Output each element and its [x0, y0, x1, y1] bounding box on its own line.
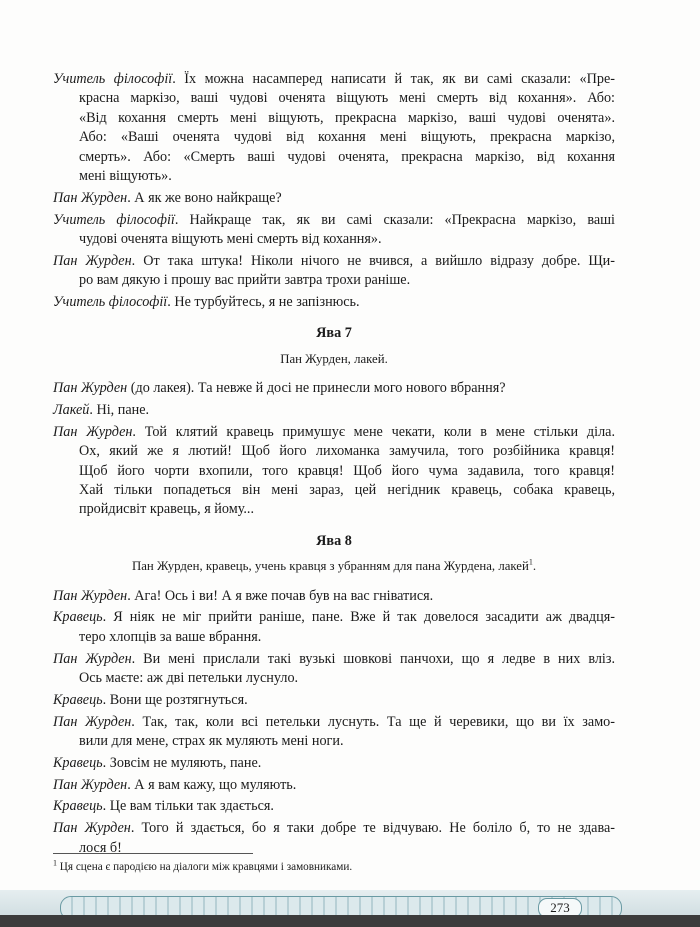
- speaker-name: Учитель філософії: [53, 211, 175, 228]
- scene-7-heading: Ява 7: [316, 325, 352, 342]
- scan-bottom-edge: [0, 915, 700, 927]
- dialogue-paragraph: [53, 608, 615, 647]
- dialogue-paragraph: [53, 713, 615, 752]
- line-text: . Я ніяк не міг прийти раніше, пане. Вже й так довелося засадити аж двадця-: [102, 609, 615, 626]
- dialogue-paragraph: [53, 379, 615, 398]
- text-line: [53, 148, 615, 167]
- line-text: вили для мене, страх як муляють мені ноги.: [79, 733, 344, 750]
- line-text: . Найкраще так, як ви самі сказали: «Прекрасна маркізо, ваші: [174, 211, 615, 228]
- speaker-name: Учитель філософії: [53, 294, 168, 311]
- line-text: красна маркізо, ваші чудові оченята віщують мені смерть від кохання». Або:: [79, 90, 615, 107]
- text-line: [53, 442, 615, 461]
- speaker-name: Пан Журден: [53, 252, 132, 269]
- line-text: . Так, так, коли всі петельки луснуть. Та ще й черевики, що ви їх замо-: [131, 713, 615, 730]
- speaker-name: Пан Журден: [53, 587, 128, 604]
- line-text: Щоб його чорти вхопили, того кравця! Щоб його чума задавила, того кравця!: [79, 462, 615, 479]
- line-text: Або: «Ваші оченята чудові від кохання мені віщують, прекрасна маркізо,: [79, 129, 615, 146]
- line-text: . Ви мені прислали такі вузькі шовкові панчохи, що я ледве в них вліз.: [131, 650, 616, 667]
- text-line: [53, 732, 615, 751]
- text-line: [53, 271, 615, 290]
- footnote: [53, 860, 352, 875]
- footnote-divider: [53, 853, 253, 854]
- line-text: . Ні, пане.: [89, 402, 150, 419]
- speaker-name: Пан Журден: [53, 820, 131, 837]
- speaker-name: Кравець: [53, 691, 103, 708]
- dialogue-paragraph: [53, 587, 615, 606]
- line-text: . Той клятий кравець примушує мене чекати, коли в мене стільки діла.: [132, 423, 615, 440]
- text-line: [53, 70, 615, 89]
- dialogue-paragraph: [53, 776, 615, 795]
- dialogue-paragraph: [53, 423, 615, 520]
- text-line: [53, 669, 615, 688]
- line-text: теро хлопців за ваше вбрання.: [79, 628, 262, 645]
- text-line: [53, 252, 615, 271]
- line-text: (до лакея). Та невже й досі не принесли мого нового вбрання?: [127, 380, 506, 397]
- line-text: . А як же воно найкраще?: [127, 189, 282, 206]
- line-text: . А я вам кажу, що муляють.: [127, 776, 297, 793]
- text-line: [53, 481, 615, 500]
- dialogue-paragraph: [53, 754, 615, 773]
- line-text: . Зовсім не муляють, пане.: [102, 754, 262, 771]
- text-line: [53, 128, 615, 147]
- dialogue-paragraph: [53, 797, 615, 816]
- footnote-ref: 1: [528, 558, 533, 568]
- scene-7-stage-direction: Пан Журден, лакей.: [280, 351, 388, 366]
- dialogue-paragraph: [53, 252, 615, 291]
- line-text: . Це вам тільки так здається.: [102, 798, 274, 815]
- line-text: . Того й здається, бо я таки добре те відчуваю. Не боліло б, то не здава-: [130, 820, 615, 837]
- line-text: лося б!: [79, 839, 122, 856]
- text-line: [53, 462, 615, 481]
- line-text: . Вони ще розтягнуться.: [102, 691, 248, 708]
- text-line: [53, 293, 615, 312]
- speaker-name: Пан Журден: [53, 380, 128, 397]
- text-line: [53, 608, 615, 627]
- line-text: смерть». Або: «Смерть ваші чудові оченята, прекрасна маркізо, від кохання: [79, 148, 615, 165]
- dialogue-paragraph: [53, 650, 615, 689]
- speaker-name: Лакей: [53, 402, 90, 419]
- text-line: [53, 230, 615, 249]
- dialogue-paragraph: [53, 70, 615, 186]
- text-line: [53, 587, 615, 606]
- text-line: [53, 89, 615, 108]
- line-text: чудові оченята віщують мені смерть від кохання».: [79, 231, 382, 248]
- speaker-name: Пан Журден: [53, 713, 132, 730]
- speaker-name: Пан Журден: [53, 189, 128, 206]
- speaker-name: Учитель філософії: [53, 71, 173, 87]
- line-text: мені віщують».: [79, 168, 172, 185]
- dialogue-block-3: [53, 587, 615, 858]
- text-line: [53, 109, 615, 128]
- footnote-marker: 1: [53, 858, 57, 868]
- text-line: [53, 167, 615, 186]
- scene-8-heading: Ява 8: [316, 532, 352, 549]
- scene-8-stage-text: Пан Журден, кравець, учень кравця з убранням для пана Журдена, лакей: [131, 559, 529, 574]
- text-line: [53, 839, 615, 858]
- dialogue-paragraph: [53, 401, 615, 420]
- line-text: Хай тільки попадеться він мені зараз, цей негідник кравець, собака кравець,: [79, 482, 615, 499]
- text-line: [53, 797, 615, 816]
- page-content: [53, 70, 615, 860]
- text-line: [53, 713, 615, 732]
- text-line: [53, 650, 615, 669]
- text-line: [53, 628, 615, 647]
- text-line: [53, 819, 615, 838]
- line-text: Ох, який же я лютий! Щоб його лихоманка замучила, того розбійника кравця!: [79, 443, 615, 460]
- text-line: [53, 691, 615, 710]
- speaker-name: Кравець: [53, 754, 103, 771]
- dialogue-paragraph: [53, 189, 615, 208]
- text-line: [53, 423, 615, 442]
- scene-8-stage-end: .: [532, 559, 537, 574]
- text-line: [53, 379, 615, 398]
- speaker-name: Пан Журден: [53, 776, 128, 793]
- page-number: 273: [538, 898, 582, 918]
- line-text: ро вам дякую і прошу вас прийти завтра трохи раніше.: [79, 272, 411, 289]
- scene-8-stage-direction: [53, 557, 615, 576]
- speaker-name: Кравець: [53, 798, 103, 815]
- text-line: [53, 211, 615, 230]
- speaker-name: Пан Журден: [53, 423, 133, 440]
- line-text: . Не турбуйтесь, я не запізнюсь.: [167, 294, 360, 311]
- line-text: пройдисвіт кравець, я йому...: [79, 501, 255, 518]
- text-line: [53, 776, 615, 795]
- dialogue-block-2: [53, 379, 615, 520]
- dialogue-paragraph: [53, 691, 615, 710]
- dialogue-paragraph: [53, 211, 615, 250]
- dialogue-paragraph: [53, 293, 615, 312]
- line-text: . От така штука! Ніколи нічого не вчився, а вийшло відразу добре. Щи-: [131, 252, 616, 269]
- line-text: . Ага! Ось і ви! А я вже почав був на вас гніватися.: [127, 587, 434, 604]
- text-line: [53, 189, 615, 208]
- speaker-name: Пан Журден: [53, 650, 132, 667]
- speaker-name: Кравець: [53, 609, 103, 626]
- line-text: Ось маєте: аж дві петельки луснуло.: [79, 670, 299, 687]
- dialogue-block-1: [53, 70, 615, 312]
- line-text: «Від кохання смерть мені віщують, прекрасна маркізо, ваші чудові оченята».: [79, 109, 615, 126]
- line-text: . Їх можна насамперед написати й так, як ви самі сказали: «Пре-: [172, 71, 615, 87]
- text-line: [53, 401, 615, 420]
- footnote-text: Ця сцена є пародією на діалоги між кравцями і замовниками.: [57, 861, 353, 873]
- text-line: [53, 500, 615, 519]
- text-line: [53, 754, 615, 773]
